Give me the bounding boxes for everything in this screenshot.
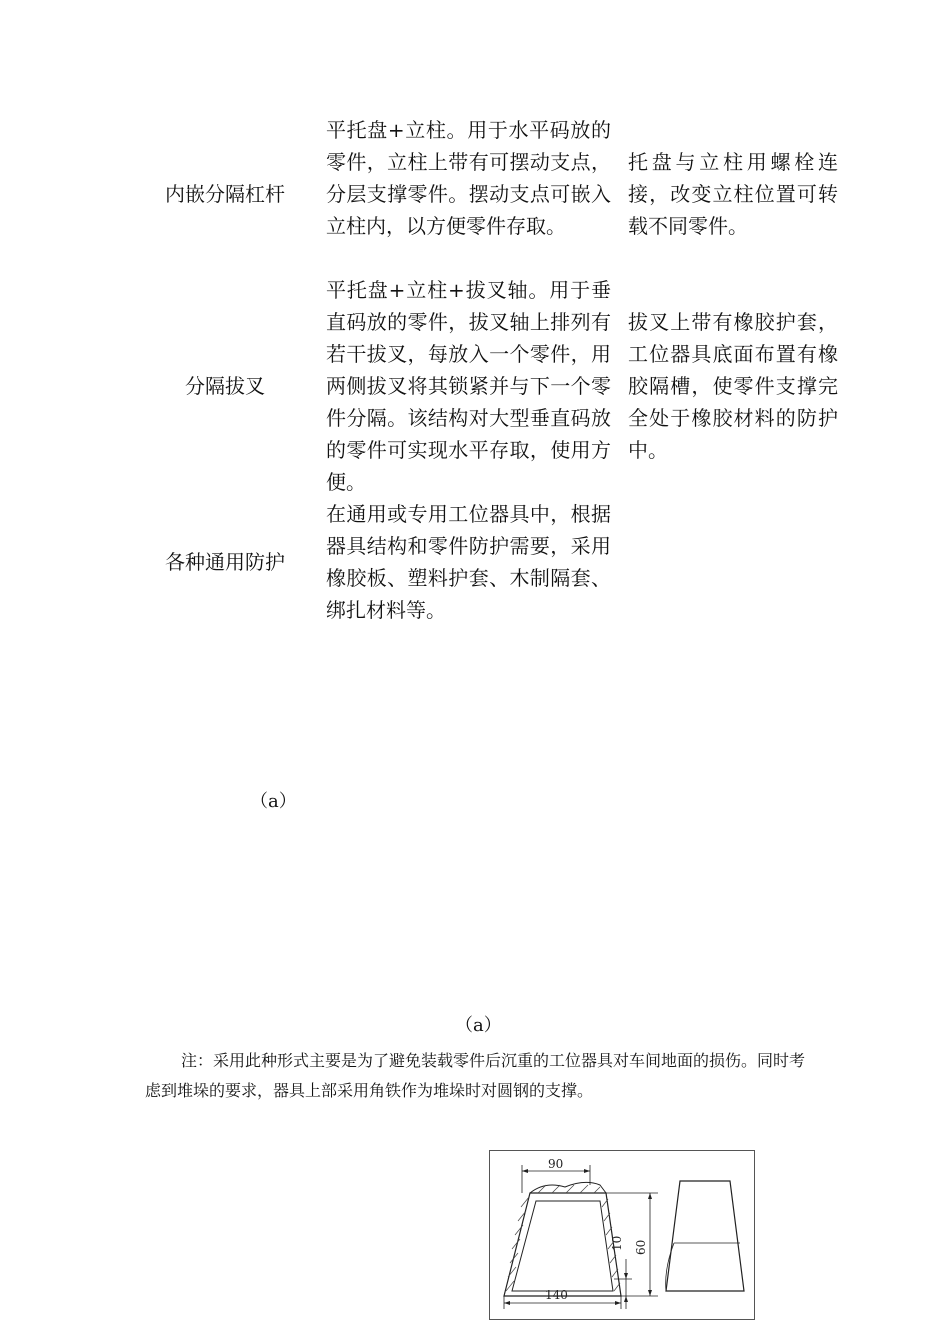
dim-top-label: 90 xyxy=(548,1157,564,1171)
row-remark: 托盘与立柱用螺栓连接，改变立柱位置可转载不同零件。 xyxy=(628,150,838,238)
side-view xyxy=(666,1181,744,1291)
row-description: 平托盘+立柱。用于水平码放的零件，立柱上带有可摆动支点，分层支撑零件。摆动支点可嵌入立柱内，以方便零件存取。 xyxy=(326,118,611,238)
inner-profile xyxy=(512,1201,613,1291)
row-name: 分隔拔叉 xyxy=(185,374,265,398)
drawing-svg xyxy=(490,1151,754,1319)
row-description: 平托盘+立柱+拔叉轴。用于垂直码放的零件，拔叉轴上排列有若干拔叉，每放入一个零件，用两侧拔叉将其锁紧并与下一个零件分隔。该结构对大型垂直码放的零件可实现水平存取，使用方便。 xyxy=(326,278,611,494)
row-description: 在通用或专用工位器具中，根据器具结构和零件防护需要，采用橡胶板、塑料护套、木制隔套、绑扎材料等。 xyxy=(326,502,611,622)
note-text: 注：采用此种形式主要是为了避免装载零件后沉重的工位器具对车间地面的损伤。同时考虑到堆垛的要求，器具上部采用角铁作为堆垛时对圆钢的支撑。 xyxy=(145,1051,806,1100)
figure-caption: （a） xyxy=(250,791,297,812)
dim-height-label: 60 xyxy=(634,1239,648,1255)
figure-caption: （a） xyxy=(455,1015,502,1036)
outer-profile xyxy=(504,1193,621,1296)
note-paragraph xyxy=(145,1046,815,1106)
top-cap-hatch xyxy=(538,1185,600,1193)
row-remark: 拔叉上带有橡胶护套，工位器具底面布置有橡胶隔槽，使零件支撑完全处于橡胶材料的防护中。 xyxy=(628,310,838,462)
row-name: 内嵌分隔杠杆 xyxy=(165,182,285,206)
technical-drawing xyxy=(489,1150,755,1320)
row-name: 各种通用防护 xyxy=(165,550,285,574)
dim-bottom-label: 140 xyxy=(545,1288,568,1302)
dim-thickness-label: 10 xyxy=(610,1235,624,1251)
